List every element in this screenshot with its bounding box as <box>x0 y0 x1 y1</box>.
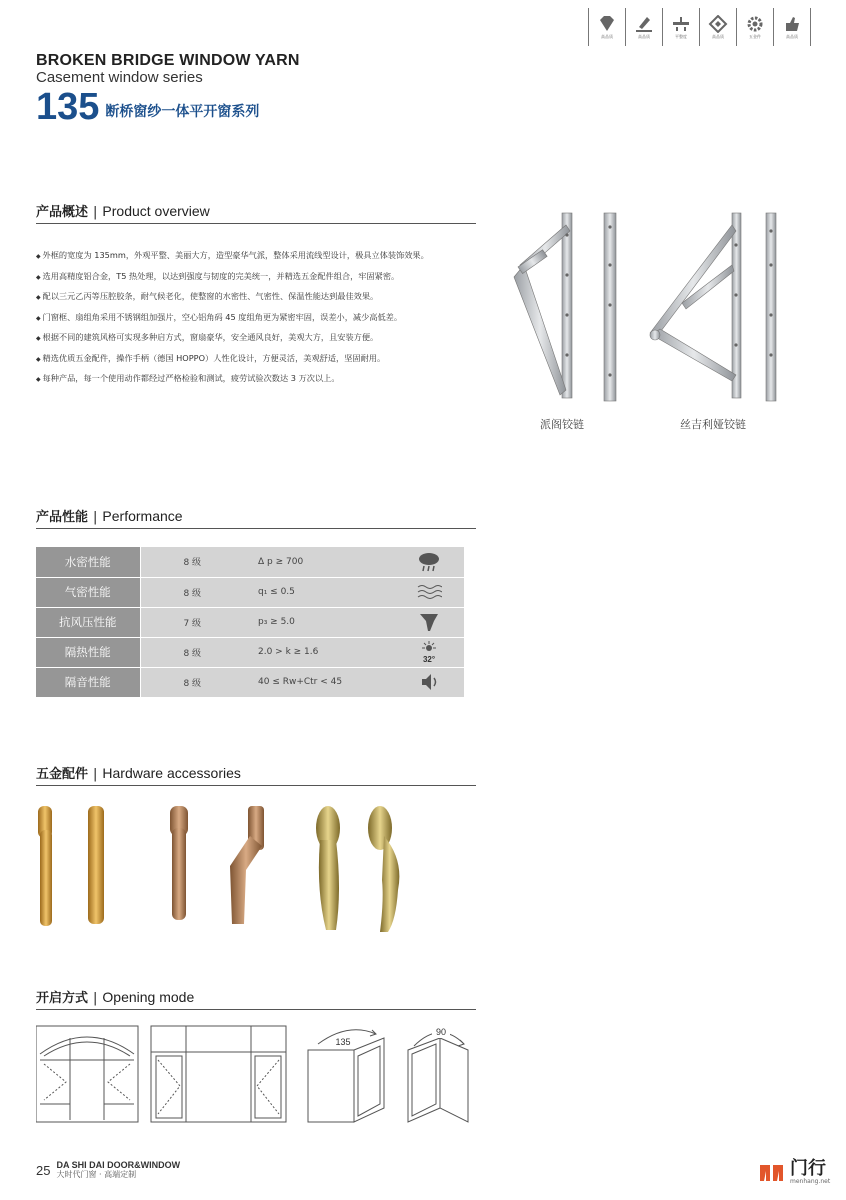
perf-grade: 8 级 <box>140 547 244 577</box>
handle-bronze <box>170 806 264 924</box>
perf-grade: 8 级 <box>140 637 244 667</box>
footer-brand-en: DA SHI DAI DOOR&WINDOW <box>56 1160 181 1170</box>
right-hinge <box>650 213 776 401</box>
perf-icon-cell <box>394 637 464 667</box>
feature-caption: 五金件 <box>749 34 761 39</box>
table-row <box>36 577 464 607</box>
pen-icon <box>634 15 654 33</box>
feature-cell <box>700 8 737 46</box>
speaker-icon <box>416 671 442 693</box>
wave-icon <box>416 581 442 603</box>
heading-separator: | <box>93 205 98 220</box>
feature-cell <box>589 8 626 46</box>
sun-temp-icon <box>416 641 442 663</box>
feature-cell <box>737 8 774 46</box>
opening-mode-drawing <box>36 1020 476 1130</box>
handle-gold <box>38 806 104 926</box>
diamond-icon <box>597 15 617 33</box>
performance-heading-cn: 产品性能 <box>36 510 89 525</box>
table-row <box>36 637 464 667</box>
overview-item: ◆ 每种产品，每一个使用动作都经过严格检验和测试，疲劳试验次数达 3 万次以上。 <box>36 369 476 390</box>
perf-grade: 7 级 <box>140 607 244 637</box>
overview-item: ◆ 门窗框、扇组角采用不锈钢组加强片，空心铝角码 45 度组角更为紧密牢固，误差小，减少高低差。 <box>36 308 476 329</box>
overview-list <box>36 246 476 390</box>
perf-grade: 8 级 <box>140 667 244 697</box>
left-hinge-caption: 派阁铰链 <box>540 418 584 431</box>
performance-heading-en: Performance <box>102 508 183 524</box>
table-row <box>36 547 464 577</box>
page-footer <box>36 1160 180 1180</box>
overview-item: ◆ 配以三元乙丙等压腔胶条，耐气候老化，使整窗的水密性、气密性、保温性能达到最佳效果。 <box>36 287 476 308</box>
perf-value: 40 ≤ Rw+Ctr < 45 <box>244 667 394 697</box>
feature-cell <box>626 8 663 46</box>
opening-heading-en: Opening mode <box>102 989 195 1005</box>
page-subtitle: Casement window series <box>36 69 203 86</box>
handle-drawing <box>36 800 456 940</box>
heading-separator: | <box>93 991 98 1006</box>
perf-label: 气密性能 <box>36 577 140 607</box>
rain-cloud-icon <box>416 551 442 573</box>
overview-item: ◆ 根据不同的建筑风格可实现多种启方式，窗扇豪华，安全通风良好，美观大方，且安装方便。 <box>36 328 476 349</box>
watermark-logo <box>758 1160 830 1185</box>
perf-value: Δ p ≥ 700 <box>244 547 394 577</box>
watermark-name: 门行 <box>790 1158 826 1179</box>
feature-caption: 高品质 <box>601 34 613 39</box>
perf-label: 水密性能 <box>36 547 140 577</box>
series-number: 135 <box>36 86 100 128</box>
logo-icon <box>758 1161 786 1185</box>
heading-separator: | <box>93 767 98 782</box>
feature-cell <box>774 8 811 46</box>
opening-90-diagram <box>408 1032 468 1122</box>
handle-brass <box>316 806 399 932</box>
angle-135-label: 135 <box>335 1037 351 1047</box>
feature-caption: 高品质 <box>786 34 798 39</box>
perf-value: 2.0 > k ≥ 1.6 <box>244 637 394 667</box>
opening-heading <box>36 987 476 1010</box>
perf-label: 抗风压性能 <box>36 607 140 637</box>
hinge-illustration <box>500 205 800 435</box>
opening-mode-diagrams <box>36 1020 476 1130</box>
table-row <box>36 667 464 697</box>
hardware-heading-cn: 五金配件 <box>36 767 89 782</box>
overview-item: ◆ 外框的宽度为 135mm，外观平整、美丽大方，造型豪华气派，整体采用流线型设计，极具立体装饰效果。 <box>36 246 476 267</box>
page-number: 25 <box>36 1162 51 1178</box>
level-icon <box>671 15 691 33</box>
performance-heading <box>36 506 476 529</box>
hardware-heading-en: Hardware accessories <box>102 765 241 781</box>
page-title: BROKEN BRIDGE WINDOW YARN <box>36 52 300 69</box>
watermark-text <box>786 1160 830 1185</box>
hardware-heading <box>36 763 476 786</box>
perf-icon-cell <box>394 547 464 577</box>
footer-brand <box>56 1160 180 1180</box>
opening-heading-cn: 开启方式 <box>36 991 89 1006</box>
overview-item: ◆ 选用高精度铝合金，T5 热处理，以达到强度与韧度的完美统一，并精选五金配件组合，牢固紧密。 <box>36 267 476 288</box>
left-hinge <box>514 213 616 401</box>
arched-window-diagram <box>36 1026 138 1122</box>
footer-brand-cn: 大时代门窗 · 高端定制 <box>56 1170 137 1179</box>
feature-icon-strip <box>588 8 811 46</box>
hinge-drawing <box>500 205 800 405</box>
angle-90-label: 90 <box>435 1027 447 1037</box>
series-heading <box>36 88 259 126</box>
stamp-icon <box>708 15 728 33</box>
perf-icon-cell <box>394 607 464 637</box>
overview-heading <box>36 201 476 224</box>
heading-separator: | <box>93 510 98 525</box>
overview-heading-cn: 产品概述 <box>36 205 89 220</box>
perf-label: 隔热性能 <box>36 637 140 667</box>
tornado-icon <box>416 611 442 633</box>
feature-caption: 高品质 <box>638 34 650 39</box>
series-name: 断桥窗纱一体平开窗系列 <box>105 104 260 120</box>
perf-grade: 8 级 <box>140 577 244 607</box>
perf-label: 隔音性能 <box>36 667 140 697</box>
overview-heading-en: Product overview <box>102 203 210 219</box>
feature-caption: 高品质 <box>712 34 724 39</box>
right-hinge-caption: 丝吉利娅铰链 <box>680 418 746 431</box>
temp-label: 32° <box>422 655 436 663</box>
overview-item: ◆ 精选优质五金配件，操作手柄（德国 HOPPO）人性化设计，方便灵活，美观舒适，坚固耐用。 <box>36 349 476 370</box>
handle-gallery <box>36 800 456 940</box>
thumb-icon <box>782 15 802 33</box>
casement-window-diagram <box>151 1026 286 1122</box>
table-row <box>36 607 464 637</box>
gear-icon <box>745 15 765 33</box>
perf-icon-cell <box>394 667 464 697</box>
perf-icon-cell <box>394 577 464 607</box>
watermark-url: menhang.net <box>790 1178 831 1185</box>
feature-caption: 平整度 <box>675 34 687 39</box>
feature-cell <box>663 8 700 46</box>
perf-value: q₁ ≤ 0.5 <box>244 577 394 607</box>
perf-value: p₃ ≥ 5.0 <box>244 607 394 637</box>
performance-table <box>36 547 464 698</box>
